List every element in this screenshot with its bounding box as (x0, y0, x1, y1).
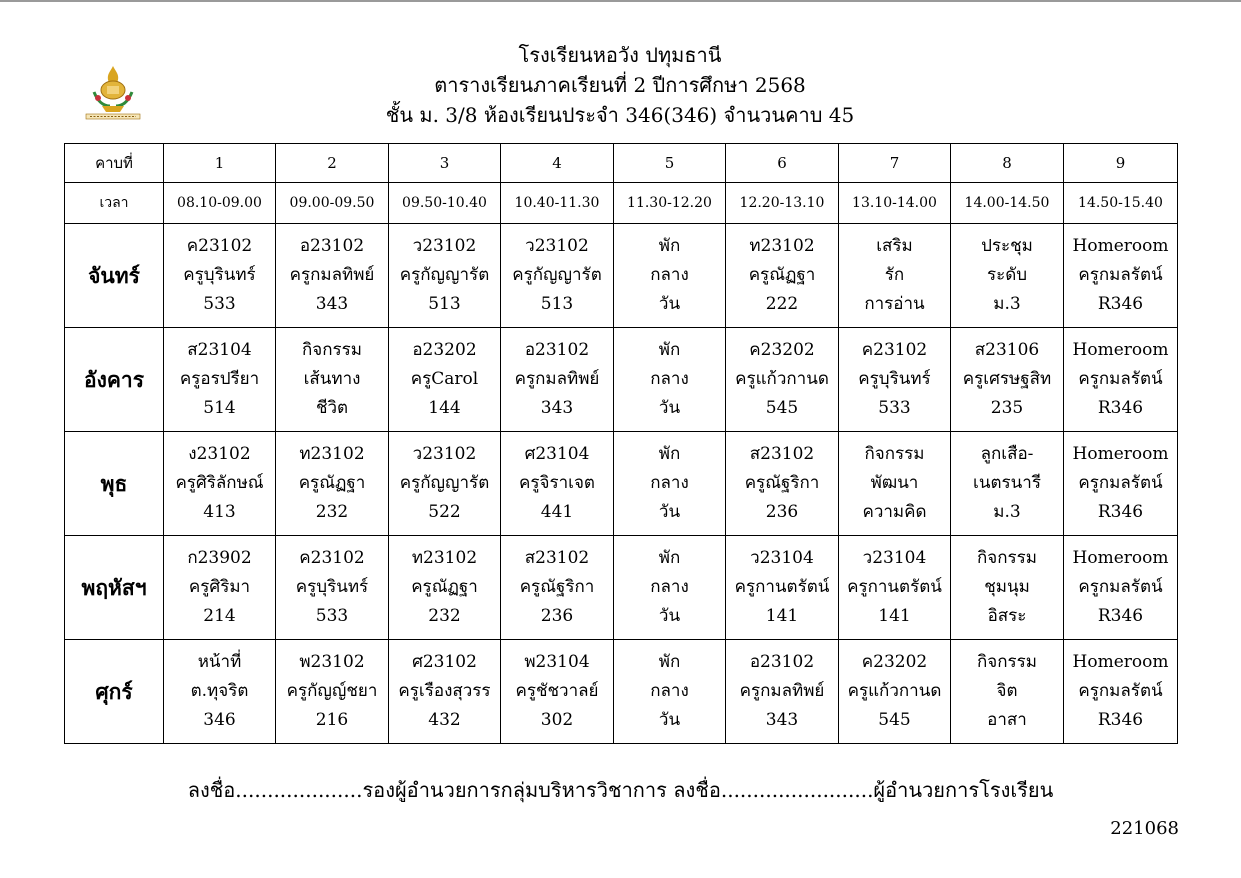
cell-line: 236 (765, 502, 799, 522)
schedule-cell (1064, 328, 1178, 432)
schedule-cell (951, 224, 1064, 328)
schedule-cell (726, 432, 839, 536)
cell-line: เส้นทาง (303, 369, 361, 389)
cell-line: ครูกัญญ์ชยา (286, 681, 378, 701)
schedule-cell (276, 536, 389, 640)
cell-line: 214 (203, 606, 236, 626)
cell-line: วัน (658, 502, 681, 522)
cell-line: ครูจิราเจต (519, 473, 595, 493)
cell-line: Homeroom (1072, 236, 1169, 256)
day-row (65, 640, 1178, 744)
day-row (65, 328, 1178, 432)
day-row (65, 536, 1178, 640)
cell-line: R346 (1097, 398, 1144, 418)
cell-line: 343 (315, 294, 349, 314)
schedule-cell (501, 328, 614, 432)
schedule-cell (1064, 640, 1178, 744)
cell-line: 141 (878, 606, 911, 626)
schedule-cell (501, 432, 614, 536)
cell-line: ครูกมลรัตน์ (1078, 265, 1163, 285)
schedule-cell (164, 536, 276, 640)
cell-line: ครูกมลรัตน์ (1078, 681, 1163, 701)
schedule-cell (614, 224, 726, 328)
period-row (65, 144, 1178, 183)
cell-line: ต.ทุจริต (190, 681, 249, 701)
cell-line: ท23102 (299, 444, 365, 464)
cell-line: ชุมนุม (984, 577, 1030, 597)
period-number: 9 (1064, 144, 1178, 183)
schedule-cell (389, 328, 501, 432)
period-number: 6 (726, 144, 839, 183)
term-title: ตารางเรียนภาคเรียนที่ 2 ปีการศึกษา 2568 (434, 73, 806, 97)
cell-line: R346 (1097, 502, 1144, 522)
schedule-cell (276, 640, 389, 744)
schedule-cell (276, 224, 389, 328)
time-slot: 14.00-14.50 (951, 183, 1064, 224)
cell-line: 235 (990, 398, 1024, 418)
cell-line: ครูณัฏฐา (298, 473, 366, 493)
cell-line: 216 (315, 710, 349, 730)
cell-line: กิจกรรม (864, 444, 925, 464)
cell-line: Homeroom (1072, 548, 1169, 568)
schedule-cell (164, 432, 276, 536)
schedule-cell (614, 328, 726, 432)
cell-line: ครูกานตรัตน์ (734, 577, 830, 597)
cell-line: ศ23102 (412, 652, 477, 672)
cell-line: ครูแก้วกานด (847, 681, 942, 701)
cell-line: พัก (658, 652, 681, 672)
period-number: 1 (164, 144, 276, 183)
schedule-cell (951, 640, 1064, 744)
cell-line: กลาง (650, 473, 689, 493)
cell-line: ค23202 (861, 652, 928, 672)
cell-line: กิจกรรม (976, 652, 1037, 672)
cell-line: 141 (765, 606, 799, 626)
cell-line: อ23102 (524, 340, 590, 360)
cell-line: ครูกมลทิพย์ (514, 369, 600, 389)
cell-line: ครูกัญญารัต (512, 265, 602, 285)
schedule-cell (839, 432, 951, 536)
cell-line: ครูณัฐริกา (519, 577, 595, 597)
schedule-cell (164, 640, 276, 744)
cell-line: ค23102 (186, 236, 253, 256)
cell-line: รัก (884, 265, 905, 285)
day-name: อังคาร (65, 328, 164, 432)
schedule-cell (1064, 224, 1178, 328)
schedule-cell (1064, 536, 1178, 640)
cell-line: ครูกมลทิพย์ (739, 681, 825, 701)
schedule-cell (164, 224, 276, 328)
class-info: ชั้น ม. 3/8 ห้องเรียนประจำ 346(346) จำนวนคาบ 45 (385, 103, 855, 127)
cell-line: ม.3 (993, 294, 1021, 314)
cell-line: 514 (203, 398, 236, 418)
cell-line: อ23102 (299, 236, 365, 256)
schedule-cell (1064, 432, 1178, 536)
time-slot: 12.20-13.10 (726, 183, 839, 224)
cell-line: พัก (658, 548, 681, 568)
schedule-cell (951, 536, 1064, 640)
time-slot: 09.00-09.50 (276, 183, 389, 224)
top-rule (0, 0, 1241, 2)
schedule-cell (501, 640, 614, 744)
cell-line: 222 (765, 294, 799, 314)
cell-line: ครูณัฏฐา (748, 265, 816, 285)
cell-line: ครูอรปรียา (179, 369, 260, 389)
time-slot: 14.50-15.40 (1064, 183, 1178, 224)
schedule-cell (614, 536, 726, 640)
cell-line: ครูแก้วกานด (735, 369, 829, 389)
cell-line: ครูกัญญารัต (399, 473, 490, 493)
cell-line: 144 (428, 398, 461, 418)
cell-line: กลาง (650, 577, 689, 597)
day-row (65, 224, 1178, 328)
cell-line: เสริม (876, 236, 913, 256)
cell-line: 533 (203, 294, 236, 314)
cell-line: พัฒนา (870, 473, 919, 493)
cell-line: กิจกรรม (301, 340, 362, 360)
cell-line: R346 (1097, 606, 1144, 626)
cell-line: ครูกมลรัตน์ (1078, 369, 1163, 389)
period-number: 3 (389, 144, 501, 183)
cell-line: ระดับ (986, 265, 1028, 285)
cell-line: 533 (315, 606, 349, 626)
cell-line: พ23104 (524, 652, 590, 672)
cell-line: พัก (658, 340, 681, 360)
timetable-body (65, 144, 1178, 744)
cell-line: ครูเศรษฐสิท (962, 369, 1052, 389)
time-slot: 09.50-10.40 (389, 183, 501, 224)
schedule-cell (839, 536, 951, 640)
period-number: 8 (951, 144, 1064, 183)
cell-line: พัก (658, 444, 681, 464)
schedule-cell (839, 328, 951, 432)
cell-line: กลาง (650, 681, 689, 701)
cell-line: ส23104 (187, 340, 252, 360)
cell-line: ค23202 (749, 340, 815, 360)
cell-line: ม.3 (993, 502, 1021, 522)
cell-line: 236 (540, 606, 574, 626)
cell-line: ครูณัฐริกา (744, 473, 820, 493)
schedule-cell (726, 224, 839, 328)
schedule-cell (501, 536, 614, 640)
cell-line: วัน (658, 294, 681, 314)
cell-line: 413 (203, 502, 236, 522)
cell-line: เนตรนารี (973, 473, 1041, 493)
schedule-cell (951, 432, 1064, 536)
cell-line: ศ23104 (524, 444, 590, 464)
cell-line: ครูศิริลักษณ์ (175, 473, 264, 493)
document-header (160, 40, 1080, 130)
cell-line: 545 (878, 710, 911, 730)
schedule-cell (276, 432, 389, 536)
cell-line: 513 (428, 294, 461, 314)
cell-line: ส23106 (974, 340, 1040, 360)
cell-line: ส23102 (749, 444, 815, 464)
cell-line: 343 (540, 398, 574, 418)
schedule-cell (614, 640, 726, 744)
day-row (65, 432, 1178, 536)
school-name: โรงเรียนหอวัง ปทุมธานี (518, 43, 722, 67)
cell-line: Homeroom (1072, 444, 1169, 464)
document-code: 221068 (1110, 818, 1179, 839)
cell-line: ความคิด (862, 502, 927, 522)
cell-line: การอ่าน (864, 294, 925, 314)
cell-line: อ23102 (749, 652, 815, 672)
day-name: จันทร์ (65, 224, 164, 328)
cell-line: 533 (878, 398, 911, 418)
cell-line: 432 (428, 710, 461, 730)
cell-line: ท23102 (411, 548, 478, 568)
schedule-cell (726, 640, 839, 744)
cell-line: 441 (540, 502, 574, 522)
cell-line: Homeroom (1072, 652, 1169, 672)
signature-line: ลงชื่อ....................รองผู้อำนวยการกลุ่มบริหารวิชาการ ลงชื่อ........................ผู้อำนวยการโรงเรียน (187, 778, 1054, 802)
cell-line: จิต (996, 681, 1018, 701)
day-name: ศุกร์ (65, 640, 164, 744)
cell-line: อ23202 (412, 340, 477, 360)
schedule-cell (839, 640, 951, 744)
schedule-cell (276, 328, 389, 432)
schedule-cell (389, 432, 501, 536)
cell-line: ครูณัฏฐา (411, 577, 478, 597)
period-number: 5 (614, 144, 726, 183)
cell-line: ว23102 (525, 236, 589, 256)
time-slot: 13.10-14.00 (839, 183, 951, 224)
timetable (64, 143, 1178, 744)
cell-line: ครูCarol (410, 369, 479, 389)
schedule-cell (839, 224, 951, 328)
cell-line: ก23902 (187, 548, 252, 568)
cell-line: 302 (540, 710, 574, 730)
cell-line: พ23102 (299, 652, 365, 672)
cell-line: 522 (428, 502, 461, 522)
period-number: 4 (501, 144, 614, 183)
cell-line: กิจกรรม (976, 548, 1037, 568)
cell-line: ครูบุรินทร์ (295, 577, 369, 597)
cell-line: กลาง (650, 265, 689, 285)
cell-line: วัน (658, 710, 681, 730)
cell-line: ว23104 (750, 548, 814, 568)
schedule-cell (501, 224, 614, 328)
cell-line: ค23102 (861, 340, 928, 360)
cell-line: ครูกมลทิพย์ (289, 265, 375, 285)
day-name: พฤหัสฯ (65, 536, 164, 640)
cell-line: ชีวิต (315, 398, 349, 418)
day-name: พุธ (65, 432, 164, 536)
schedule-cell (164, 328, 276, 432)
cell-line: วัน (658, 606, 681, 626)
school-emblem-icon (80, 62, 146, 122)
cell-line: ครูกานตรัตน์ (847, 577, 942, 597)
cell-line: ครูศิริมา (188, 577, 251, 597)
cell-line: 346 (203, 710, 236, 730)
cell-line: 343 (765, 710, 799, 730)
cell-line: ครูบุรินทร์ (858, 369, 931, 389)
period-number: 7 (839, 144, 951, 183)
cell-line: ว23102 (412, 444, 477, 464)
cell-line: 513 (540, 294, 574, 314)
cell-line: ครูชัชวาลย์ (515, 681, 599, 701)
cell-line: ครูกมลรัตน์ (1078, 577, 1163, 597)
cell-line: 232 (315, 502, 349, 522)
cell-line: ท23102 (749, 236, 815, 256)
cell-line: ส23102 (524, 548, 590, 568)
cell-line: R346 (1097, 294, 1144, 314)
time-row (65, 183, 1178, 224)
cell-line: อิสระ (987, 606, 1027, 626)
cell-line: อาสา (987, 710, 1027, 730)
cell-line: ง23102 (188, 444, 251, 464)
time-label: เวลา (65, 183, 164, 224)
schedule-cell (726, 328, 839, 432)
cell-line: 232 (428, 606, 461, 626)
cell-line: กลาง (650, 369, 689, 389)
time-slot: 10.40-11.30 (501, 183, 614, 224)
time-slot: 11.30-12.20 (614, 183, 726, 224)
schedule-cell (951, 328, 1064, 432)
cell-line: ประชุม (981, 236, 1033, 256)
cell-line: 545 (765, 398, 799, 418)
schedule-cell (726, 536, 839, 640)
period-label: คาบที่ (65, 144, 164, 183)
cell-line: ว23104 (862, 548, 927, 568)
cell-line: ครูกมลรัตน์ (1078, 473, 1163, 493)
cell-line: ครูกัญญารัต (399, 265, 490, 285)
time-slot: 08.10-09.00 (164, 183, 276, 224)
cell-line: ลูกเสือ- (980, 444, 1034, 464)
cell-line: วัน (658, 398, 681, 418)
cell-line: ว23102 (412, 236, 477, 256)
cell-line: พัก (658, 236, 681, 256)
cell-line: Homeroom (1072, 340, 1169, 360)
schedule-cell (389, 536, 501, 640)
cell-line: R346 (1097, 710, 1144, 730)
period-number: 2 (276, 144, 389, 183)
cell-line: ค23102 (299, 548, 365, 568)
schedule-cell (389, 640, 501, 744)
cell-line: หน้าที่ (197, 652, 242, 672)
schedule-cell (389, 224, 501, 328)
cell-line: ครูบุรินทร์ (183, 265, 256, 285)
schedule-cell (614, 432, 726, 536)
cell-line: ครูเรืองสุวรร (398, 681, 491, 701)
